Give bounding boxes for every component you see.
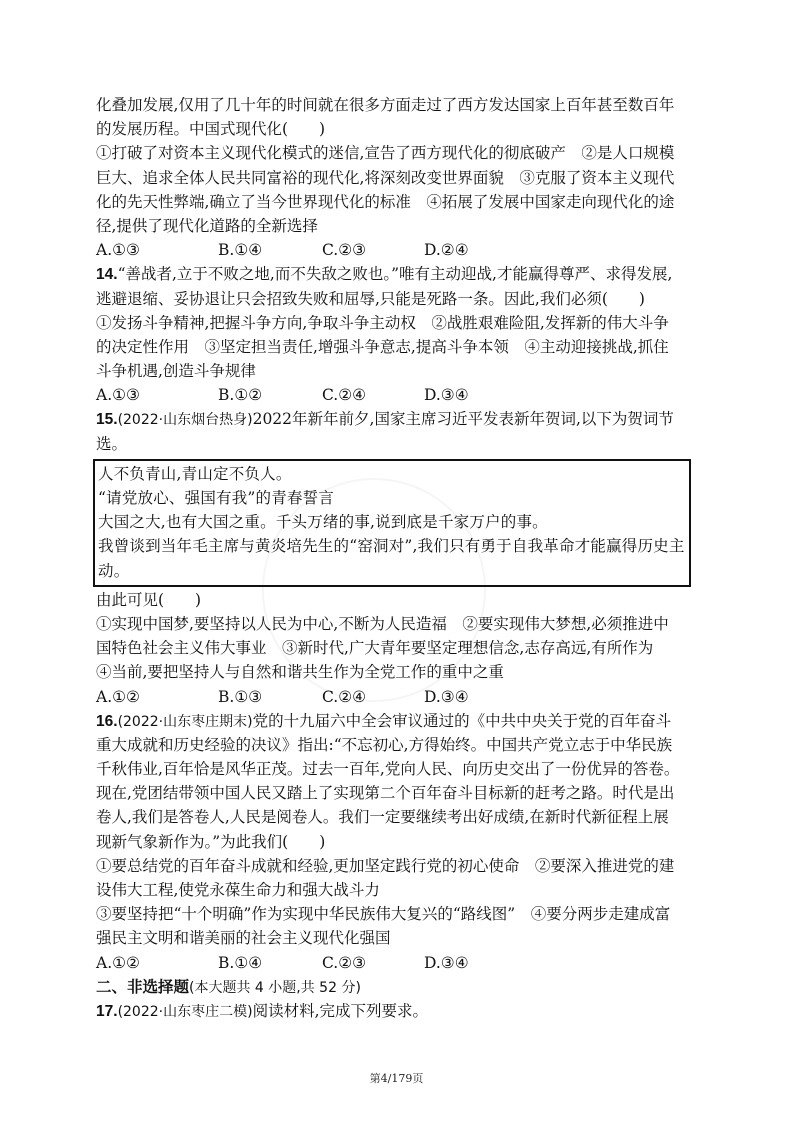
quote-line: “请党放心、强国有我”的青春誓言	[98, 489, 335, 507]
question-number: 15.	[96, 411, 118, 429]
quote-line: 人不负青山,青山定不负人。	[98, 464, 292, 483]
text-line: 国特色社会主义伟大事业 ③新时代,广大青年要坚定理想信念,志存高远,有所作为	[96, 639, 654, 658]
text-line: ①实现中国梦,要坚持以人民为中心,不断为人民造福 ②要实现伟大梦想,必须推进中	[96, 614, 669, 633]
choice-c: C.②④	[322, 687, 367, 706]
choice-a: A.①③	[96, 386, 140, 405]
choice-c: C.②④	[322, 386, 367, 405]
quote-box	[93, 459, 691, 587]
question-text: 2022年新年前夕,国家主席习近平发表新年贺词,以下为贺词节	[252, 410, 674, 429]
section-heading	[96, 975, 696, 999]
question-text: 党的十九届六中全会审议通过的《中共中央关于党的百年奋斗	[252, 711, 672, 730]
q17-stem	[96, 999, 696, 1023]
text-line: 卷人,我们是答卷人,人民是阅卷人。我们一定要继续考出好成绩,在新时代新征程上展	[96, 808, 669, 827]
question-text: “善战者,立于不败之地,而不失敌之败也。”唯有主动迎战,才能赢得尊严、求得发展,	[117, 265, 673, 284]
choice-d: D.③④	[424, 953, 469, 972]
text-line: 设伟大工程,使党永葆生命力和强大战斗力	[96, 881, 380, 899]
question-text: 阅读材料,完成下列要求。	[252, 1001, 429, 1020]
text-line: 化叠加发展,仅用了几十年的时间就在很多方面走过了西方发达国家上百年甚至数百年	[96, 96, 675, 114]
text-line: ④当前,要把坚持人与自然和谐共生作为全党工作的重中之重	[96, 663, 504, 682]
text-line: 重大成就和历史经验的决议》指出:“不忘初心,方得始终。中国共产党立志于中华民族	[96, 735, 673, 754]
text-line: 现在,党团结带领中国人民又踏上了实现第二个百年奋斗目标新的赶考之路。时代是出	[96, 784, 675, 803]
text-line: 由此可见( )	[96, 590, 202, 609]
section-note: (本大题共 4 小题,共 52 分)	[189, 979, 361, 996]
q14-choices	[96, 383, 696, 407]
text-line: ①要总结党的百年奋斗成就和经验,更加坚定践行党的初心使命 ②要深入推进党的建	[96, 856, 675, 875]
page-footer: 第4/179页	[369, 1072, 424, 1085]
choice-b: B.①④	[218, 953, 263, 972]
question-number: 17.	[96, 1002, 118, 1020]
quote-line: 动。	[98, 561, 130, 580]
text-line: 现新气象新作为。”为此我们( )	[96, 832, 326, 851]
text-line: 化的先天性弊端,确立了当今世界现代化的标准 ④拓展了发展中国家走向现代化的途	[96, 192, 675, 211]
q13-choices	[96, 238, 696, 262]
choice-c: C.②③	[322, 953, 367, 972]
text-line: 逃避退缩、妥协退让只会招致失败和屈辱,只能是死路一条。因此,我们必须( )	[96, 289, 645, 308]
choice-b: B.①③	[218, 687, 263, 706]
text-line: 巨大、追求全体人民共同富裕的现代化,将深刻改变世界面貌 ③克服了资本主义现代	[96, 168, 675, 187]
choice-a: A.①②	[96, 953, 140, 972]
text-line: ①发扬斗争精神,把握斗争方向,争取斗争主动权 ②战胜艰难险阻,发挥新的伟大斗争	[96, 313, 669, 332]
document-page	[96, 93, 696, 1023]
quote-line: 我曾谈到当年毛主席与黄炎培先生的“窑洞对”,我们只有勇于自我革命才能赢得历史主	[98, 537, 685, 556]
text-line: 强民主文明和谐美丽的社会主义现代化强国	[96, 929, 391, 948]
choice-d: D.③④	[424, 386, 469, 405]
text-line: ①打破了对资本主义现代化模式的迷信,宣告了西方现代化的彻底破产 ②是人口规模	[96, 144, 675, 163]
text-line: 选。	[96, 434, 128, 453]
quote-line: 大国之大,也有大国之重。千头万绪的事,说到底是千家万户的事。	[98, 513, 548, 532]
q15-choices	[96, 685, 696, 709]
text-line: ③要坚持把“十个明确”作为实现中华民族伟大复兴的“路线图” ④要分两步走建成富	[96, 905, 671, 924]
text-line: 千秋伟业,百年恰是风华正茂。过去一百年,党向人民、向历史交出了一份优异的答卷。	[96, 760, 680, 779]
text-line: 斗争机遇,创造斗争规律	[96, 362, 256, 381]
text-line: 径,提供了现代化道路的全新选择	[96, 216, 318, 235]
text-line: 的发展历程。中国式现代化( )	[96, 120, 326, 139]
text-line: 的决定性作用 ③坚定担当责任,增强斗争意志,提高斗争本领 ④主动迎接挑战,抓住	[96, 337, 669, 356]
question-source: (2022·山东枣庄二模)	[117, 1003, 253, 1020]
choice-a: A.①③	[96, 241, 140, 260]
q14-stem	[96, 262, 696, 286]
question-source: (2022·山东枣庄期末)	[117, 713, 253, 730]
choice-a: A.①②	[96, 687, 140, 706]
q16-choices	[96, 951, 696, 975]
choice-d: D.③④	[424, 687, 469, 706]
choice-d: D.②④	[424, 241, 469, 260]
question-number: 14.	[96, 266, 118, 284]
choice-b: B.①④	[218, 241, 263, 260]
q16-stem	[96, 709, 696, 733]
question-source: (2022·山东烟台热身)	[117, 412, 253, 429]
question-number: 16.	[96, 712, 118, 730]
choice-c: C.②③	[322, 241, 367, 260]
choice-b: B.①②	[218, 386, 263, 405]
section-title: 二、非选择题	[96, 976, 190, 996]
q15-stem	[96, 407, 696, 431]
